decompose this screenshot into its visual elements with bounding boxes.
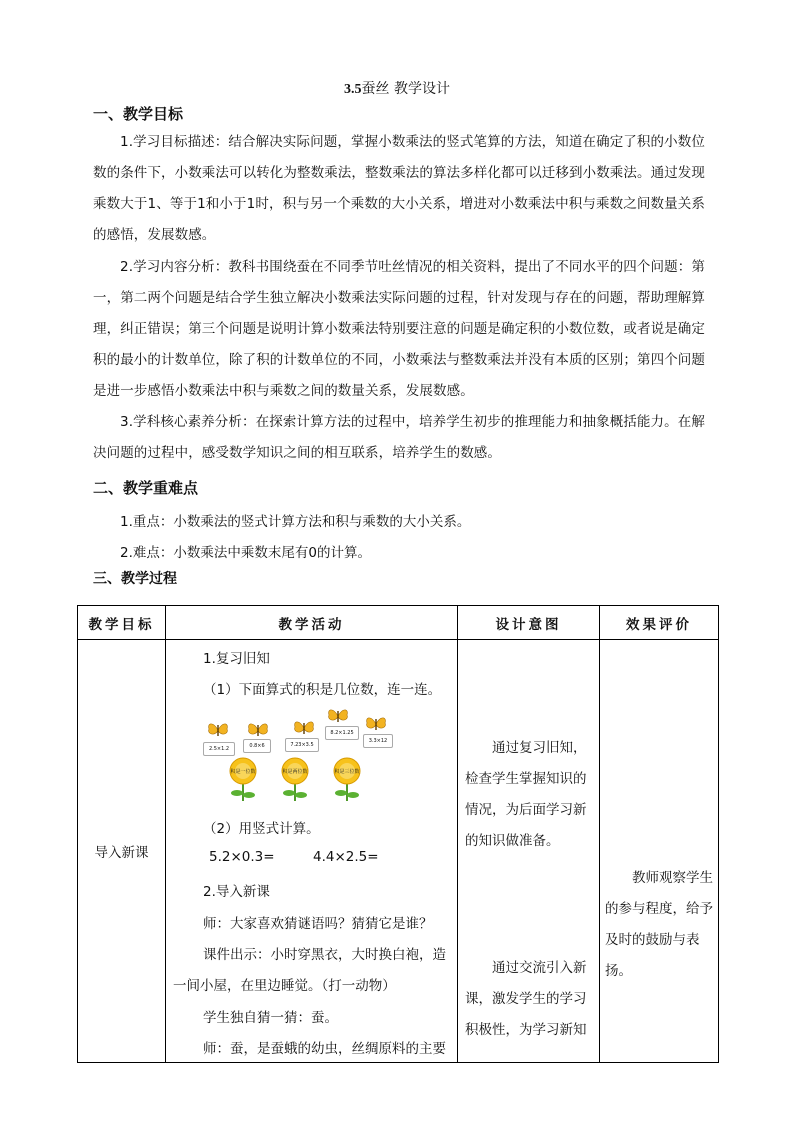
butterfly-icon [327, 707, 349, 725]
activity-line: 课件出示：小时穿黑衣，大时换白袍，造 [203, 947, 446, 963]
activity-line: 1.复习旧知 [203, 651, 270, 667]
expression-card: 8.2×1.25 [325, 726, 359, 740]
evaluation-cell [600, 640, 719, 1063]
key-point-2: 2.难点：小数乘法中乘数末尾有0的计算。 [120, 545, 371, 561]
section-heading-key-points: 二、教学重难点 [93, 479, 199, 497]
expression-card: 3.3×12 [363, 734, 393, 748]
goal-paragraph-2: 2.学习内容分析：教科书围绕蚕在不同季节吐丝情况的相关资料，提出了不同水平的四个问题：第一，第二两个问题是结合学生独立解决小数乘法实际问题的过程，针对发现与存在的问题，帮助理解算理，纠正错误；第三个问题是说明计算小数乘法特别要注意的问题是确定积的小数位数，或者说是确定积的最小的计数单位，除了积的计数单位的不同，小数乘法与整数乘法并没有本质的区别；第四个问题是进一步感悟小数乘法中积与乘数之间的数量关系，发展数感。 [93, 259, 705, 399]
key-point-1: 1.重点：小数乘法的竖式计算方法和积与乘数的大小关系。 [120, 514, 471, 530]
activity-line: 5.2×0.3= [209, 849, 275, 865]
goal-paragraph-3: 3.学科核心素养分析：在探索计算方法的过程中，培养学生初步的推理能力和抽象概括能力。在解决问题的过程中，感受数学知识之间的相互联系，培养学生的数感。 [93, 414, 705, 461]
activity-line: 师：蚕，是蚕蛾的幼虫，丝绸原料的主要 [203, 1041, 446, 1057]
sunflower-icon [325, 757, 369, 803]
expression-card: 2.5×1.2 [203, 742, 235, 756]
intent-paragraph-1: 通过复习旧知，检查学生掌握知识的情况，为后面学习新的知识做准备。 [465, 740, 587, 849]
expression-card: 7.23×3.5 [285, 738, 319, 752]
activity-line: 师：大家喜欢猜谜语吗？猜猜它是谁？ [203, 916, 433, 932]
section-heading-goals: 一、教学目标 [93, 105, 184, 123]
activity-line: 2.导入新课 [203, 884, 270, 900]
intent-cell [458, 640, 600, 1063]
sunflower-icon [221, 757, 265, 803]
butterfly-icon [207, 721, 229, 739]
header-activity: 教学活动 [166, 606, 458, 640]
expression-card: 0.8×6 [243, 739, 271, 753]
page-title: 3.5蚕丝 教学设计 [344, 81, 450, 97]
intent-paragraph-2: 通过交流引入新课，激发学生的学习积极性，为学习新知 [465, 960, 587, 1038]
process-table [77, 605, 719, 1063]
activity-line: （1）下面算式的积是几位数，连一连。 [203, 682, 442, 698]
header-evaluation: 效果评价 [600, 606, 719, 640]
table-header-row [78, 606, 719, 640]
flower-label: 积是三位数 [334, 769, 360, 775]
activity-cell [166, 640, 458, 1063]
activity-line: 一间小屋，在里边睡觉。（打一动物） [173, 978, 396, 994]
sunflower-icon [273, 757, 317, 803]
activity-line: 学生独自猜一猜：蚕。 [203, 1010, 338, 1026]
table-row [78, 640, 719, 1063]
butterfly-icon [293, 719, 315, 737]
flower-label: 积是一位数 [230, 769, 256, 775]
butterfly-icon [365, 715, 387, 733]
activity-line: （2）用竖式计算。 [203, 821, 320, 837]
section-heading-process: 三、教学过程 [93, 571, 177, 587]
flower-label: 积是两位数 [282, 769, 308, 775]
header-intent: 设计意图 [458, 606, 600, 640]
goal-paragraph-1: 1.学习目标描述：结合解决实际问题，掌握小数乘法的竖式笔算的方法，知道在确定了积的小数位数的条件下，小数乘法可以转化为整数乘法，整数乘法的算法多样化都可以迁移到小数乘法。通过发现乘数大于1、等于1和小于1时，积与另一个乘数的大小关系，增进对小数乘法中积与乘数之间数量关系的感悟，发展数感。 [93, 134, 705, 243]
matching-exercise-image [203, 707, 403, 807]
evaluation-paragraph: 教师观察学生的参与程度，给予及时的鼓励与表扬。 [605, 870, 713, 979]
butterfly-icon [247, 721, 269, 739]
activity-line: 4.4×2.5= [313, 849, 379, 865]
header-goal: 教学目标 [78, 606, 166, 640]
stage-cell: 导入新课 [78, 640, 166, 1063]
